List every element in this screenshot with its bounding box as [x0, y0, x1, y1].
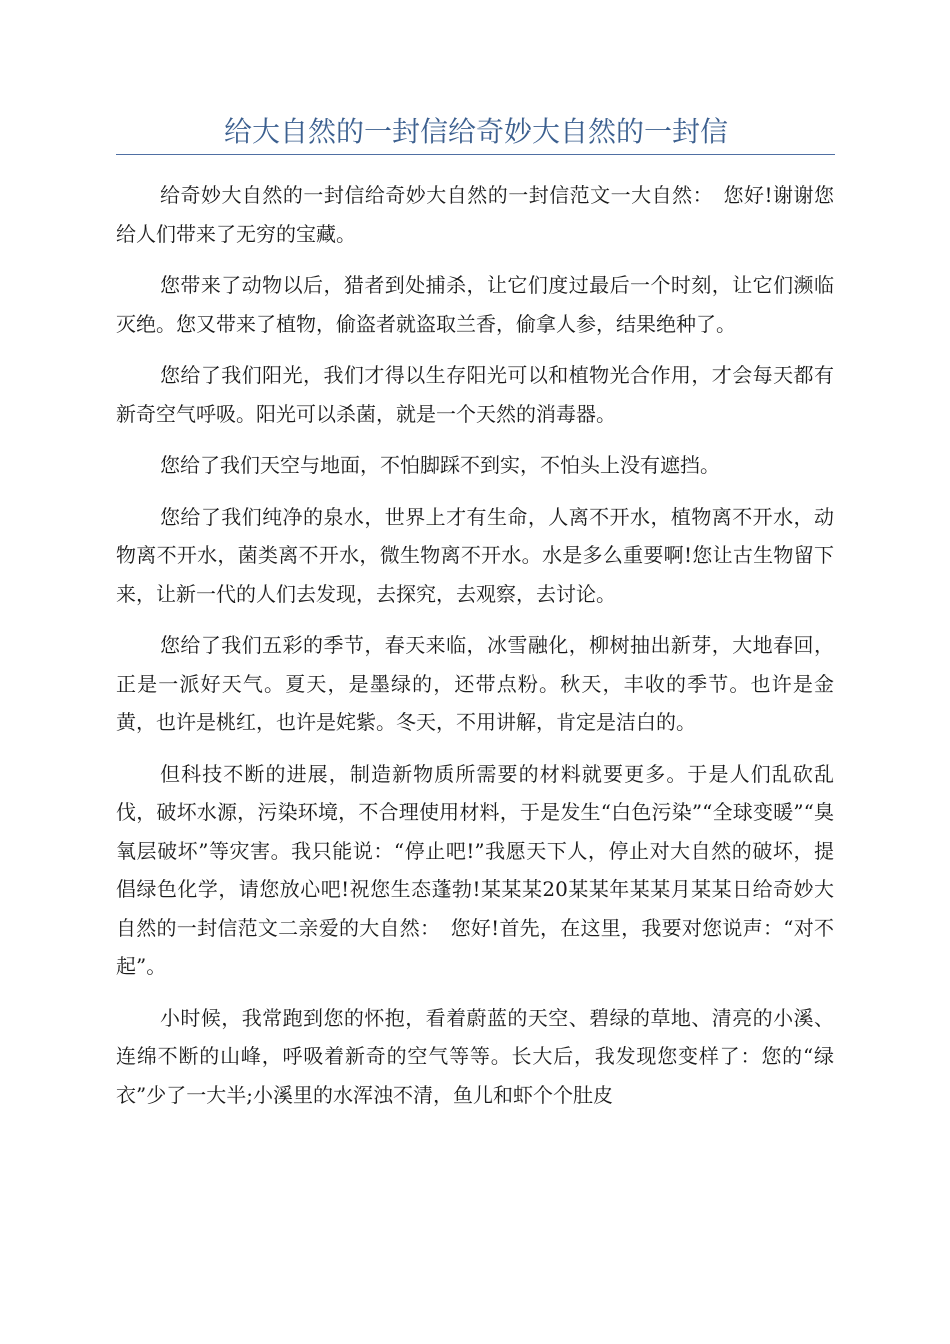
paragraph-6: 您给了我们五彩的季节，春天来临，冰雪融化，柳树抽出新芽，大地春回，正是一派好天气。夏天，是墨绿的，还带点粉。秋天，丰收的季节。也许是金黄，也许是桃红，也许是姹紫。冬天，不用讲解，肯定是洁白的。	[116, 633, 834, 734]
document-body	[116, 176, 834, 1127]
paragraph-7: 但科技不断的进展，制造新物质所需要的材料就要更多。于是人们乱砍乱伐，破坏水源，污染环境，不合理使用材料，于是发生“白色污染”“全球变暖”“臭氧层破坏”等灾害。我只能说：“停止吧!”我愿天下人，停止对大自然的破坏，提倡绿色化学，请您放心吧!祝您生态蓬勃!某某某20某某年某某月某某日给奇妙大自然的一封信范文二亲爱的大自然： 您好!首先，在这里，我要对您说声：“对不起”。	[116, 761, 834, 978]
paragraph-4: 您给了我们天空与地面，不怕脚踩不到实，不怕头上没有遮挡。	[160, 453, 720, 477]
paragraph-2: 您带来了动物以后，猎者到处捕杀，让它们度过最后一个时刻，让它们濒临灭绝。您又带来了植物，偷盗者就盗取兰香，偷拿人参，结果绝种了。	[116, 273, 834, 336]
paragraph-1: 给奇妙大自然的一封信给奇妙大自然的一封信范文一大自然： 您好!谢谢您给人们带来了无穷的宝藏。	[116, 183, 834, 246]
title-underline	[116, 154, 835, 155]
paragraph-3: 您给了我们阳光，我们才得以生存阳光可以和植物光合作用，才会每天都有新奇空气呼吸。阳光可以杀菌，就是一个天然的消毒器。	[116, 363, 834, 426]
paragraph-5: 您给了我们纯净的泉水，世界上才有生命，人离不开水，植物离不开水，动物离不开水，菌类离不开水，微生物离不开水。水是多么重要啊!您让古生物留下来，让新一代的人们去发现，去探究，去观察，去讨论。	[116, 504, 834, 606]
paragraph-8: 小时候，我常跑到您的怀抱，看着蔚蓝的天空、碧绿的草地、清亮的小溪、连绵不断的山峰，呼吸着新奇的空气等等。长大后，我发现您变样了：您的“绿衣”少了一大半;小溪里的水浑浊不清，鱼儿和虾个个肚皮	[116, 1005, 834, 1107]
page-title: 给大自然的一封信给奇妙大自然的一封信	[223, 115, 728, 148]
